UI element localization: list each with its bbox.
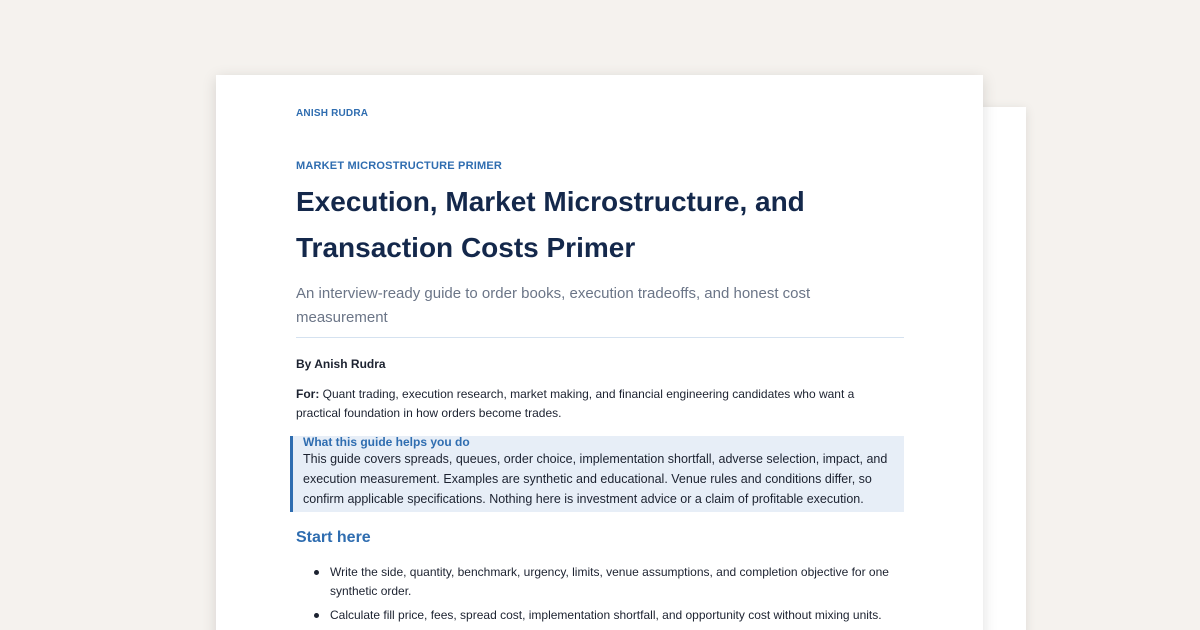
title-divider <box>296 337 904 338</box>
callout-box <box>290 436 904 512</box>
list-item <box>296 606 904 625</box>
document-page <box>216 75 983 630</box>
bullet-dot-icon <box>314 570 319 575</box>
start-here-list <box>296 563 904 630</box>
doc-kicker: MARKET MICROSTRUCTURE PRIMER <box>296 160 503 172</box>
byline: By Anish Rudra <box>296 357 386 371</box>
doc-subtitle: An interview-ready guide to order books, execution tradeoffs, and honest cost measurement <box>296 285 811 326</box>
audience-text: Quant trading, execution research, market making, and financial engineering candidates who want a practical foundation in how orders become trades. <box>296 387 855 420</box>
callout-title: What this guide helps you do <box>303 435 470 449</box>
doc-title: Execution, Market Microstructure, and Transaction Costs Primer <box>296 186 805 263</box>
list-item <box>296 563 904 601</box>
bullet-dot-icon <box>314 613 319 618</box>
callout-body: This guide covers spreads, queues, order choice, implementation shortfall, adverse selection, impact, and execution measurement. Examples are synthetic and educational. Venue rules and conditions differ, so confirm applicable specifications. Nothing here is investment advice or a claim of profitable execution. <box>303 452 888 506</box>
audience-label: For: <box>296 387 320 401</box>
section-heading-start-here: Start here <box>296 529 371 546</box>
list-item-text: Calculate fill price, fees, spread cost, implementation shortfall, and opportunity cost without mixing units. <box>330 608 882 622</box>
header-author: ANISH RUDRA <box>296 108 369 119</box>
audience-paragraph <box>296 385 896 423</box>
list-item-text: Write the side, quantity, benchmark, urgency, limits, venue assumptions, and completion objective for one synthetic order. <box>330 565 889 598</box>
